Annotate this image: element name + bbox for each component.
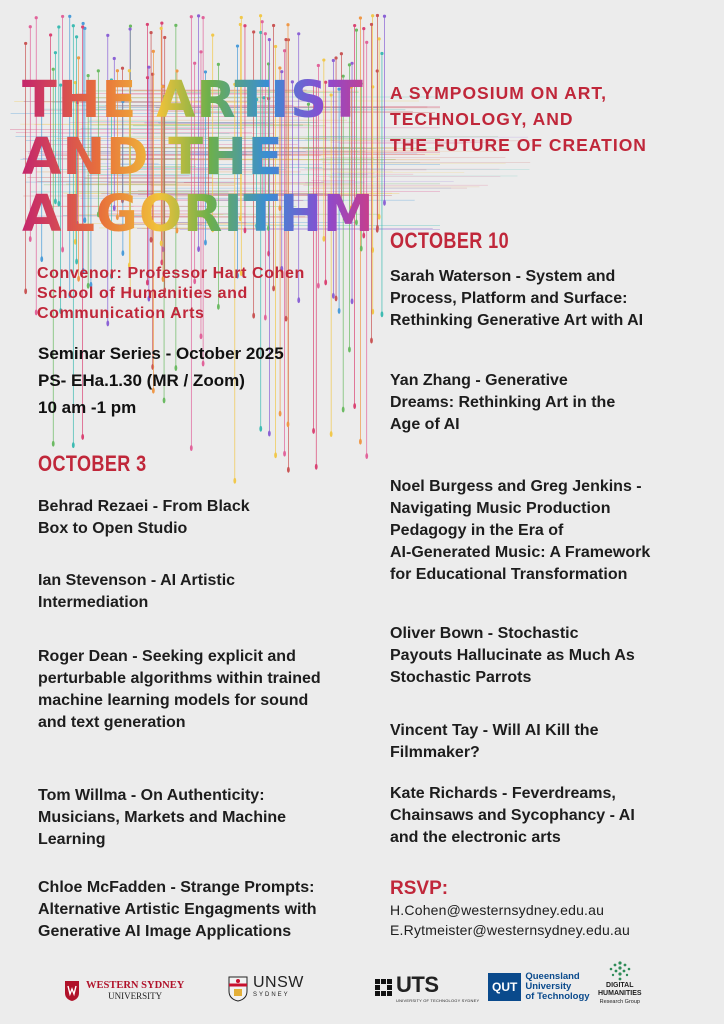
talk-item: Ian Stevenson - AI Artistic Intermediation: [38, 572, 236, 611]
rsvp-email-link[interactable]: E.Rytmeister@westernsydney.edu.au: [390, 922, 630, 938]
event-details: Seminar Series - October 2025 PS- EHa.1.30 (MR / Zoom) 10 am -1 pm: [38, 344, 284, 417]
wsu-logo: WESTERN SYDNEY UNIVERSITY: [64, 980, 184, 1002]
october-3-heading: OCTOBER 3: [38, 451, 147, 476]
convenor-info: Convenor: Professor Hart Cohen School of Humanities and Communication Arts: [37, 265, 305, 322]
rsvp-email-link[interactable]: H.Cohen@westernsydney.edu.au: [390, 902, 605, 918]
talk-item: Roger Dean - Seeking explicit and perturbable algorithms within trained machine learning models for sound and text generation: [38, 648, 321, 731]
partner-logos: [0, 968, 724, 1018]
qut-badge: QUT: [488, 973, 521, 1001]
talk-item: Chloe McFadden - Strange Prompts: Alternative Artistic Engagments with Generative AI Image Applications: [38, 879, 317, 940]
talk-item: Tom Willma - On Authenticity: Musicians, Markets and Machine Learning: [38, 787, 287, 848]
talk-item: Vincent Tay - Will AI Kill the Filmmaker?: [390, 722, 599, 761]
talk-item: Kate Richards - Feverdreams, Chainsaws and Sycophancy - AI and the electronic arts: [390, 785, 635, 846]
talk-item: Sarah Waterson - System and Process, Platform and Surface: Rethinking Generative Art with AI: [390, 268, 644, 329]
unsw-logo: UNSW SYDNEY: [228, 976, 304, 1002]
poster-title: THE ARTIST AND THE ALGORITHM: [22, 72, 382, 243]
unsw-crest-icon: [228, 976, 248, 1002]
uts-grid-icon: [375, 979, 393, 1001]
digital-humanities-dots-icon: [607, 960, 633, 982]
talk-item: Oliver Bown - Stochastic Payouts Hallucinate as Much As Stochastic Parrots: [390, 625, 635, 686]
qut-logo: QUT Queensland University of Technology: [488, 972, 590, 1002]
uts-logo: UTS UNIVERSITY OF TECHNOLOGY SYDNEY: [375, 974, 479, 1006]
talk-item: Noel Burgess and Greg Jenkins - Navigating Music Production Pedagogy in the Era of AI-Generated Music: A Framework for Educational Transformation: [390, 478, 651, 583]
rsvp-emails: [390, 900, 710, 940]
digital-humanities-logo: DIGITAL HUMANITIES Research Group: [598, 960, 642, 1006]
wsu-shield-icon: [64, 980, 80, 1002]
talk-item: Behrad Rezaei - From Black Box to Open Studio: [38, 498, 250, 537]
symposium-subtitle: A SYMPOSIUM ON ART, TECHNOLOGY, AND THE FUTURE OF CREATION: [390, 83, 647, 155]
october-10-heading: OCTOBER 10: [390, 228, 510, 253]
rsvp-heading: RSVP:: [390, 878, 449, 899]
talk-item: Yan Zhang - Generative Dreams: Rethinking Art in the Age of AI: [390, 372, 616, 433]
